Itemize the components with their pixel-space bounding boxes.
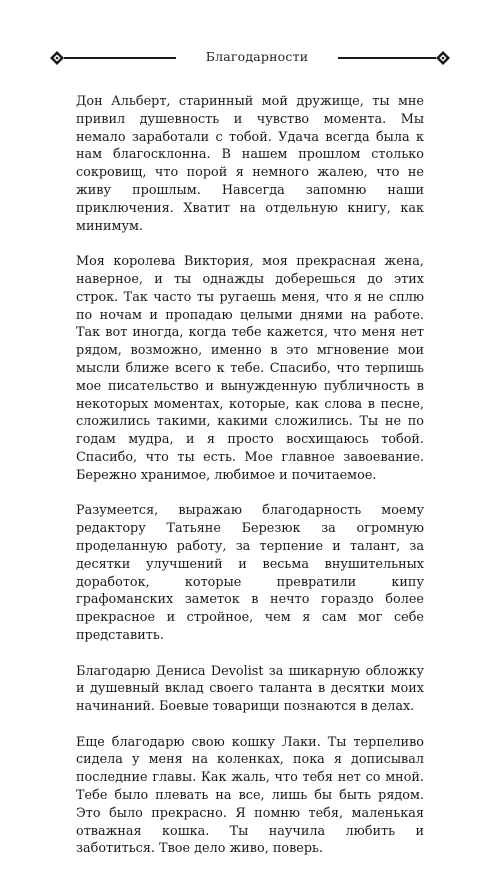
- header-rule-right: [338, 57, 436, 59]
- paragraph-cover-artist: Благодарю Дениса Devolist за шикарную обложку и душевный вклад своего таланта в десятки моих начинаний. Боевые товарищи познаются в делах.: [76, 663, 424, 715]
- paragraph-don-albert: Дон Альберт, старинный мой дружище, ты мне привил душевность и чувство момента. Мы немало заработали с тобой. Удача всегда была к нам благосклонна. В нашем прошлом столько сокровищ, что порой я немного жалею, что не живу прошлым. Навсегда запомню наши приключения. Хватит на отдельную книгу, как минимум.: [76, 94, 424, 234]
- paragraph-editor: Разумеется, выражаю благодарность моему редактору Татьяне Березюк за огромную проделанную работу, за терпение и талант, за десятки улучшений и весьма внушительных доработок, которые превратили кипу графоманских заметок в нечто гораздо более прекрасное и стройное, чем я сам мог себе представить.: [76, 503, 424, 643]
- running-head: [50, 48, 450, 68]
- header-rule-left: [64, 57, 176, 59]
- paragraph-victoria: Моя королева Виктория, моя прекрасная жена, наверное, и ты однажды доберешься до этих строк. Так часто ты ругаешь меня, что я не сплю по ночам и пропадаю целыми днями на работе. Так вот иногда, когда тебе кажется, что меня нет рядом, возможно, именно в это мгновение мои мысли ближе всего к тебе. Спасибо, что терпишь мое писательство и вынужденную публичность в некоторых моментах, которые, как слова в песне, сложились такими, какими сложились. Ты не по годам мудра, и я просто восхищаюсь тобой. Спасибо, что ты есть. Мое главное завоевание. Бережно хранимое, любимое и почитаемое.: [76, 254, 424, 483]
- body-text: [76, 93, 424, 876]
- diamond-ornament-icon: [436, 51, 450, 65]
- running-head-title: Благодарности: [205, 49, 309, 64]
- diamond-ornament-icon: [50, 51, 64, 65]
- paragraph-cat-lucky: Еще благодарю свою кошку Лаки. Ты терпеливо сидела у меня на коленках, пока я дописывал последние главы. Как жаль, что тебя нет со мной. Тебе было плевать на все, лишь бы быть рядом. Это было прекрасно. Я помню тебя, маленькая отважная кошка. Ты научила любить и заботиться. Твое дело живо, поверь.: [76, 734, 424, 857]
